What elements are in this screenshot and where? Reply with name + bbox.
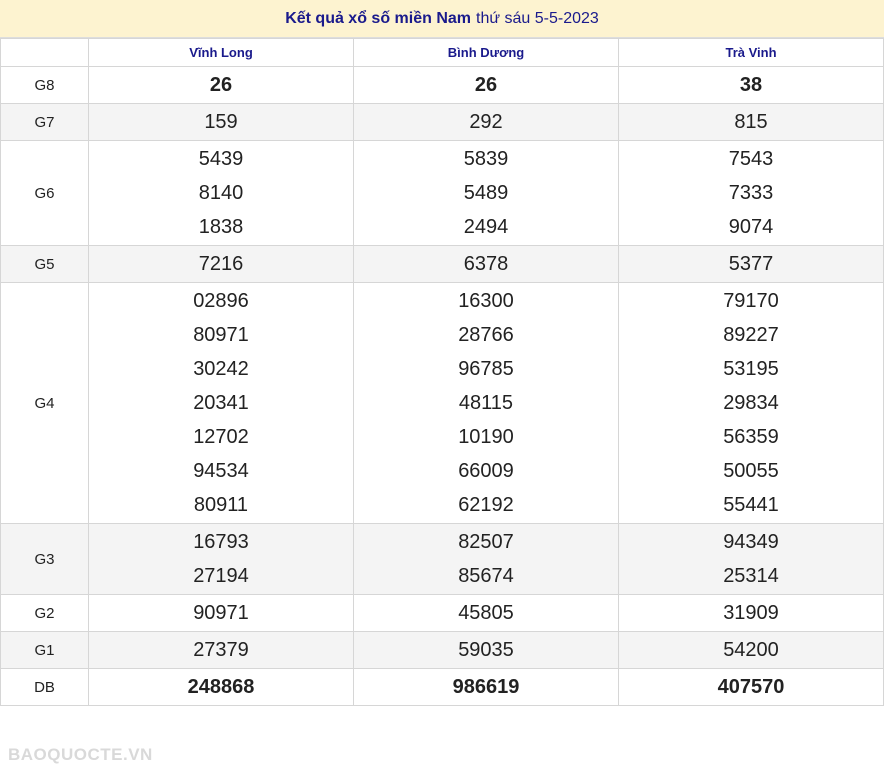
- prize-cell: [619, 632, 884, 669]
- prize-number: 6378: [463, 253, 509, 275]
- prize-number: 27194: [193, 565, 249, 587]
- prize-number: 815: [734, 111, 768, 133]
- prize-cell: [89, 632, 354, 669]
- prize-number: 80911: [193, 494, 249, 516]
- prize-number: 26: [209, 74, 233, 96]
- prize-number: 986619: [452, 676, 520, 698]
- prize-number: 94534: [193, 460, 249, 482]
- prize-number: 16300: [458, 290, 514, 312]
- table-row: [1, 669, 884, 706]
- table-row: [1, 141, 884, 246]
- prize-number: 94349: [723, 531, 779, 553]
- prize-number: 8140: [198, 182, 244, 204]
- prize-cell: [354, 67, 619, 104]
- prize-cell: [89, 141, 354, 246]
- prize-cell: [89, 524, 354, 595]
- table-row: [1, 67, 884, 104]
- prize-number: 54200: [723, 639, 779, 661]
- prize-cell: [619, 246, 884, 283]
- prize-number: 96785: [458, 358, 514, 380]
- prize-number: 20341: [193, 392, 249, 414]
- prize-number: 7216: [198, 253, 244, 275]
- prize-label-G6: G6: [1, 141, 89, 246]
- prize-number: 79170: [723, 290, 779, 312]
- prize-label-G2: G2: [1, 595, 89, 632]
- prize-cell: [619, 595, 884, 632]
- prize-cell: [619, 141, 884, 246]
- prize-cell: [354, 632, 619, 669]
- prize-number: 5839: [463, 148, 509, 170]
- prize-cell: [619, 669, 884, 706]
- prize-cell: [354, 246, 619, 283]
- prize-number: 7333: [728, 182, 774, 204]
- prize-cell: [354, 595, 619, 632]
- prize-number: 26: [474, 74, 498, 96]
- prize-label-G3: G3: [1, 524, 89, 595]
- prize-cell: [354, 141, 619, 246]
- prize-cell: [619, 524, 884, 595]
- corner-cell: [1, 39, 89, 67]
- prize-cell: [354, 283, 619, 524]
- prize-cell: [89, 669, 354, 706]
- prize-label-G4: G4: [1, 283, 89, 524]
- prize-number: 29834: [723, 392, 779, 414]
- prize-number: 90971: [193, 602, 249, 624]
- table-row: [1, 283, 884, 524]
- prize-cell: [619, 67, 884, 104]
- prize-label-G8: G8: [1, 67, 89, 104]
- prize-number: 12702: [193, 426, 249, 448]
- province-header-2[interactable]: Bình Dương: [354, 39, 619, 67]
- prize-number: 82507: [458, 531, 514, 553]
- prize-cell: [354, 524, 619, 595]
- prize-number: 62192: [458, 494, 514, 516]
- prize-number: 30242: [193, 358, 249, 380]
- prize-cell: [354, 669, 619, 706]
- watermark: BAOQUOCTE.VN: [8, 745, 153, 764]
- prize-cell: [619, 104, 884, 141]
- province-header-row: [1, 39, 884, 67]
- prize-number: 2494: [463, 216, 509, 238]
- prize-label-G5: G5: [1, 246, 89, 283]
- prize-cell: [89, 595, 354, 632]
- prize-number: 5489: [463, 182, 509, 204]
- province-header-3[interactable]: Trà Vinh: [619, 39, 884, 67]
- prize-number: 248868: [187, 676, 255, 698]
- page-title-date: thứ sáu 5-5-2023: [476, 9, 599, 27]
- prize-number: 31909: [723, 602, 779, 624]
- prize-cell: [89, 283, 354, 524]
- prize-number: 45805: [458, 602, 514, 624]
- prize-label-DB: DB: [1, 669, 89, 706]
- prize-number: 407570: [717, 676, 785, 698]
- table-row: [1, 632, 884, 669]
- table-row: [1, 104, 884, 141]
- province-header-1[interactable]: Vĩnh Long: [89, 39, 354, 67]
- prize-number: 16793: [193, 531, 249, 553]
- page-title: Kết quả xổ số miền Nam: [285, 9, 472, 27]
- prize-number: 10190: [458, 426, 514, 448]
- prize-cell: [619, 283, 884, 524]
- prize-number: 59035: [458, 639, 514, 661]
- results-table: [0, 38, 884, 706]
- prize-cell: [89, 67, 354, 104]
- prize-number: 80971: [193, 324, 249, 346]
- prize-number: 55441: [723, 494, 779, 516]
- prize-number: 48115: [458, 392, 514, 414]
- prize-number: 89227: [723, 324, 779, 346]
- prize-number: 159: [204, 111, 238, 133]
- prize-number: 5377: [728, 253, 774, 275]
- prize-number: 27379: [193, 639, 249, 661]
- prize-cell: [354, 104, 619, 141]
- prize-number: 1838: [198, 216, 244, 238]
- prize-number: 25314: [723, 565, 779, 587]
- prize-number: 53195: [723, 358, 779, 380]
- prize-number: 9074: [728, 216, 774, 238]
- prize-number: 50055: [723, 460, 779, 482]
- prize-number: 292: [469, 111, 503, 133]
- prize-number: 38: [739, 74, 763, 96]
- prize-label-G1: G1: [1, 632, 89, 669]
- prize-number: 66009: [458, 460, 514, 482]
- table-row: [1, 595, 884, 632]
- prize-label-G7: G7: [1, 104, 89, 141]
- prize-number: 5439: [198, 148, 244, 170]
- prize-number: 85674: [458, 565, 514, 587]
- table-row: [1, 524, 884, 595]
- prize-number: 02896: [193, 290, 249, 312]
- prize-number: 7543: [728, 148, 774, 170]
- page-header: [0, 0, 884, 38]
- prize-cell: [89, 246, 354, 283]
- table-row: [1, 246, 884, 283]
- prize-number: 56359: [723, 426, 779, 448]
- prize-cell: [89, 104, 354, 141]
- prize-number: 28766: [458, 324, 514, 346]
